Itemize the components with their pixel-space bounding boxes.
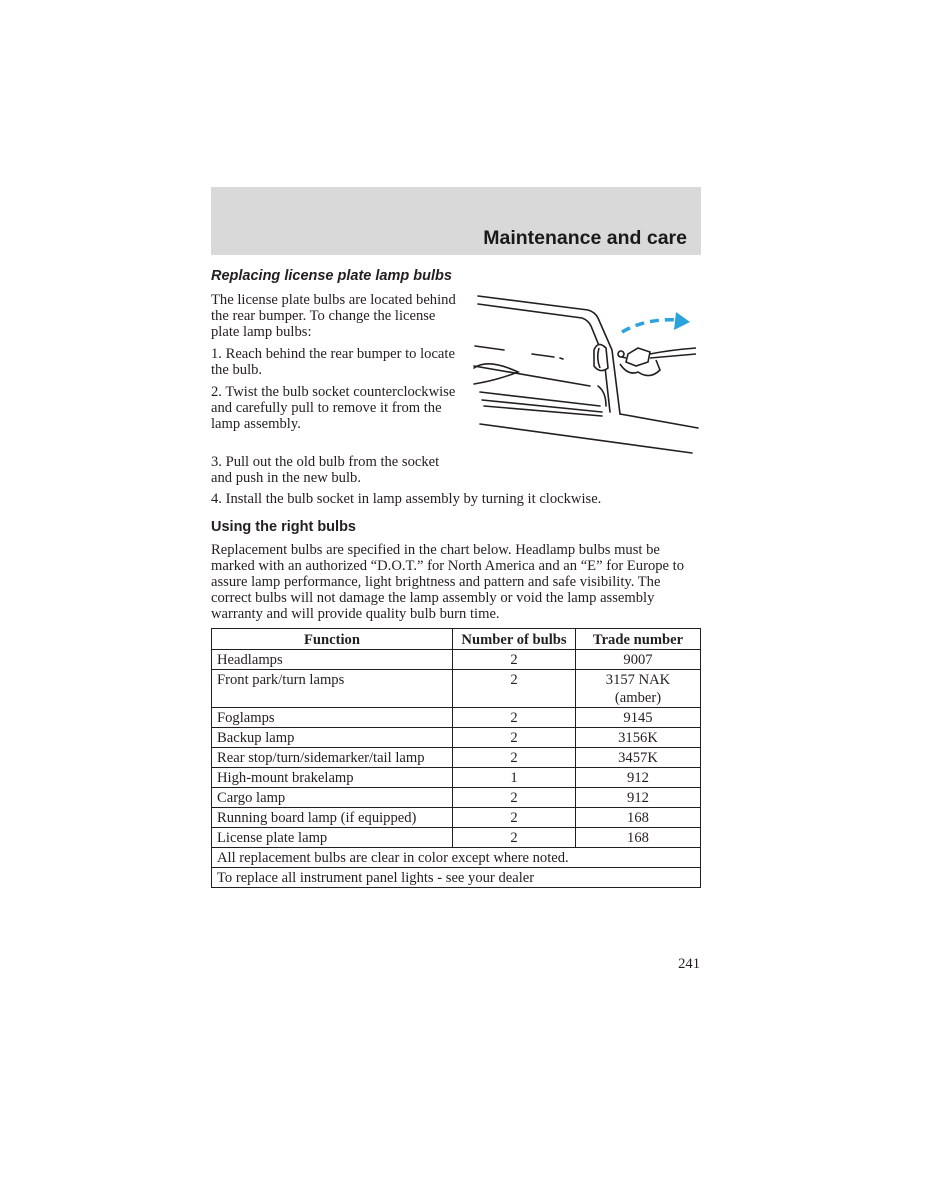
table-note-row	[212, 848, 701, 868]
cell-function: Rear stop/turn/sidemarker/tail lamp	[212, 748, 453, 768]
table-row	[212, 788, 701, 808]
removal-arrow	[622, 320, 678, 332]
cell-trade-number: 912	[576, 788, 701, 808]
header-number-of-bulbs: Number of bulbs	[453, 629, 576, 650]
step-2: 2. Twist the bulb socket counterclockwise and carefully pull to remove it from the lamp assembly.	[211, 384, 456, 432]
cell-function: Running board lamp (if equipped)	[212, 808, 453, 828]
cell-function: Headlamps	[212, 650, 453, 670]
step-4: 4. Install the bulb socket in lamp assembly by turning it clockwise.	[211, 491, 602, 507]
table-header-row	[212, 629, 701, 650]
cell-function: High-mount brakelamp	[212, 768, 453, 788]
section-title-right-bulbs: Using the right bulbs	[211, 519, 356, 535]
table-row	[212, 828, 701, 848]
cell-trade-number: 9007	[576, 650, 701, 670]
cell-count: 2	[453, 728, 576, 748]
cell-function: License plate lamp	[212, 828, 453, 848]
lamp-housing	[594, 344, 608, 370]
table-row	[212, 708, 701, 728]
cell-count: 2	[453, 828, 576, 848]
table-row	[212, 748, 701, 768]
cell-count: 2	[453, 670, 576, 708]
header-function: Function	[212, 629, 453, 650]
license-plate-lamp-illustration	[470, 288, 702, 458]
cell-count: 2	[453, 808, 576, 828]
table-row	[212, 650, 701, 670]
cell-trade-number: 168	[576, 808, 701, 828]
table-row	[212, 808, 701, 828]
header-trade-number: Trade number	[576, 629, 701, 650]
table-row	[212, 670, 701, 708]
cell-count: 1	[453, 768, 576, 788]
cell-function: Cargo lamp	[212, 788, 453, 808]
table-note-row	[212, 868, 701, 888]
cell-trade-number: 168	[576, 828, 701, 848]
cell-function: Backup lamp	[212, 728, 453, 748]
table-row	[212, 768, 701, 788]
header-band	[211, 187, 701, 255]
cell-count: 2	[453, 708, 576, 728]
table-note-clear-bulbs: All replacement bulbs are clear in color except where noted.	[212, 848, 701, 868]
cell-count: 2	[453, 650, 576, 670]
right-bulbs-paragraph: Replacement bulbs are specified in the chart below. Headlamp bulbs must be marked with an authorized “D.O.T.” for North America and an “E” for Europe to assure lamp performance, light brightness and pattern and safe visibility. The correct bulbs will not damage the lamp assembly or void the lamp assembly warranty and will provide quality bulb burn time.	[211, 542, 685, 622]
cell-count: 2	[453, 788, 576, 808]
bulb-spec-table	[211, 628, 701, 888]
page-number: 241	[678, 956, 700, 972]
cell-trade-number: 3156K	[576, 728, 701, 748]
step-1: 1. Reach behind the rear bumper to locate the bulb.	[211, 346, 455, 378]
section-title-license-plate: Replacing license plate lamp bulbs	[211, 268, 452, 284]
cell-count: 2	[453, 748, 576, 768]
table-row	[212, 728, 701, 748]
page-title: Maintenance and care	[483, 227, 687, 249]
cell-trade-number: 3457K	[576, 748, 701, 768]
cell-trade-number: 3157 NAK (amber)	[576, 670, 701, 708]
cell-trade-number: 9145	[576, 708, 701, 728]
intro-paragraph: The license plate bulbs are located behind the rear bumper. To change the license plate lamp bulbs:	[211, 292, 456, 340]
table-note-instrument-panel: To replace all instrument panel lights - see your dealer	[212, 868, 701, 888]
bulb-socket	[618, 348, 696, 376]
cell-trade-number: 912	[576, 768, 701, 788]
cell-function: Foglamps	[212, 708, 453, 728]
arrow-head	[674, 312, 690, 330]
step-3: 3. Pull out the old bulb from the socket and push in the new bulb.	[211, 454, 440, 486]
cell-function: Front park/turn lamps	[212, 670, 453, 708]
